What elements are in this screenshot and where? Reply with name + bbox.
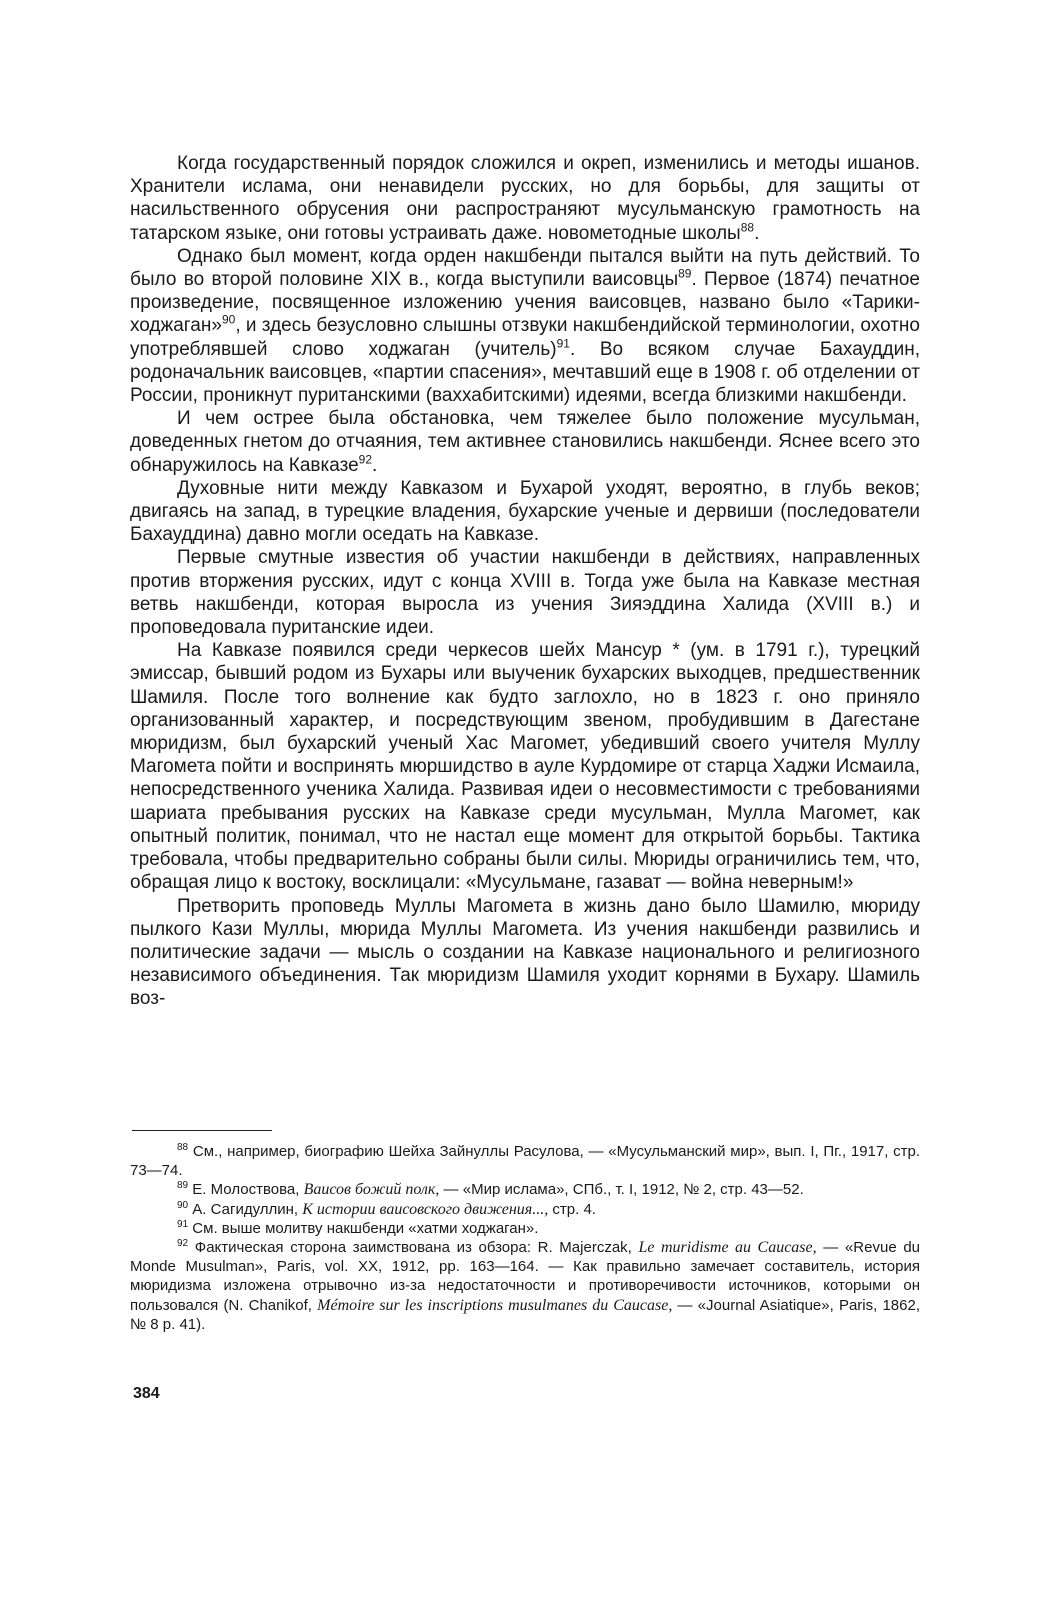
main-text <box>130 152 920 1011</box>
footnote-ref-88: 88 <box>740 220 755 235</box>
paragraph-3: И чем острее была обстановка, чем тяжелее было положение мусульман, доведенных гнетом до отчаяния, тем активнее становились накшбенди. Яснее всего это обнаружилось на Кавказе$^{92}$. <box>130 408 920 476</box>
footnote-89: $^{89}$ Е. Молоствова, Ваисов божий полк, — «Мир ислама», СПб., т. I, 1912, № 2, стр. 43—52. <box>177 1180 804 1199</box>
footnote-ref-92: 92 <box>358 452 373 467</box>
paragraph-5: Первые смутные известия об участии накшбенди в действиях, направленных против вторжения русских, идут с конца XVIII в. Тогда уже была на Кавказе местная ветвь накшбенди, которая выросла из учения Зияэддина Халида (XVIII в.) и проповедовала пуританские идеи. <box>130 547 920 639</box>
paragraph-4: Духовные нити между Кавказом и Бухарой уходят, вероятно, в глубь веков; двигаясь на запад, в турецкие владения, бухарские ученые и дервиши (последователи Бахауддина) давно могли оседать на Кавказе. <box>130 477 920 546</box>
footnote-ref-91: 91 <box>556 336 570 351</box>
paragraph-6: На Кавказе появился среди черкесов шейх Мансур * (ум. в 1791 г.), турецкий эмиссар, бывший родом из Бухары или выученик бухарских выходцев, предшественник Шамиля. После того волнение как будто заглохло, но в 1823 г. оно приняло организованный характер, и посредствующим звеном, пробудившим в Дагестане мюридизм, был бухарский ученый Хас Магомет, убедивший своего учителя Муллу Магомета пойти и воспринять мюршидство в ауле Курдомире от старца Хаджи Исмаила, непосредственного ученика Халида. Развивая идеи о несовместимости с требованиями шариата пребывания русских на Кавказе среди мусульман, Мулла Магомет, как опытный политик, понимал, что не настал еще момент для открытой борьбы. Тактика требовала, чтобы предварительно собраны были силы. Мюриды ограничились тем, что, обращая лицо к востоку, восклицали: «Мусульмане, газават — война неверным!» <box>130 640 920 894</box>
paragraph-1: Когда государственный порядок сложился и окреп, изменились и методы ишанов. Хранители ислама, они ненавидели русских, но для борьбы, для защиты от насильственного обрусения они распространяют мусульманскую грамотность на татарском языке, они готовы устраивать даже. новометодные школы$^{88}$. <box>130 153 920 244</box>
footnote-divider <box>132 1130 272 1131</box>
footnotes <box>130 1142 920 1334</box>
footnote-92: $^{92}$ Фактическая сторона заимствована из обзора: R. Majerczak, Le muridisme au Caucase, — «Revue du Monde Musulman», Paris, vol. XX, 1912, pp. 163—164. — Как правильно замечает составитель, история мюридизма изложена отрывочно из-за недостаточности и противоречивости источников, которыми он пользовался (N. Chanikof, Mémoire sur les inscriptions musulmanes du Caucase, — «Journal Asiatique», Paris, 1862, № 8 p. 41). <box>130 1238 921 1333</box>
footnote-ref-89: 89 <box>678 266 692 281</box>
footnote-88: $^{88}$ См., например, биографию Шейха Зайнуллы Расулова, — «Мусульманский мир», вып. I, Пг., 1917, стр. 73—74. <box>130 1142 920 1180</box>
footnote-91: $^{91}$ См. выше молитву накшбенди «хатми ходжаган». <box>177 1218 539 1237</box>
paragraph-2: Однако был момент, когда орден накшбенди пытался выйти на путь действий. То было во второй половине XIX в., когда выступили ваисовцы$^{89}$. Первое (1874) печатное произведение, посвященное изложению учения ваисовцев, названо было «Тарики-ходжаган»$^{90}$, и здесь безусловно слышны отзвуки накшбендийской терминологии, охотно употреблявшей слово ходжаган (учитель)$^{91}$. Во всяком случае Бахауддин, родоначальник ваисовцев, «партии спасения», мечтавший еще в 1908 г. об отделении от России, проникнут пуританскими (ваххабитскими) идеями, всегда близкими накшбенди. <box>130 245 920 407</box>
page-number: 384 <box>133 1385 160 1402</box>
paragraph-7: Претворить проповедь Муллы Магомета в жизнь дано было Шамилю, мюриду пылкого Кази Муллы, мюрида Муллы Магомета. Из учения накшбенди развились и политические задачи — мысль о создании на Кавказе национального и религиозного независимого объединения. Так мюридизм Шамиля уходит корнями в Бухару. Шамиль воз- <box>130 895 920 1010</box>
footnote-ref-90: 90 <box>221 313 236 328</box>
footnote-90: $^{90}$ А. Сагидуллин, К истории ваисовского движения..., стр. 4. <box>177 1199 596 1218</box>
